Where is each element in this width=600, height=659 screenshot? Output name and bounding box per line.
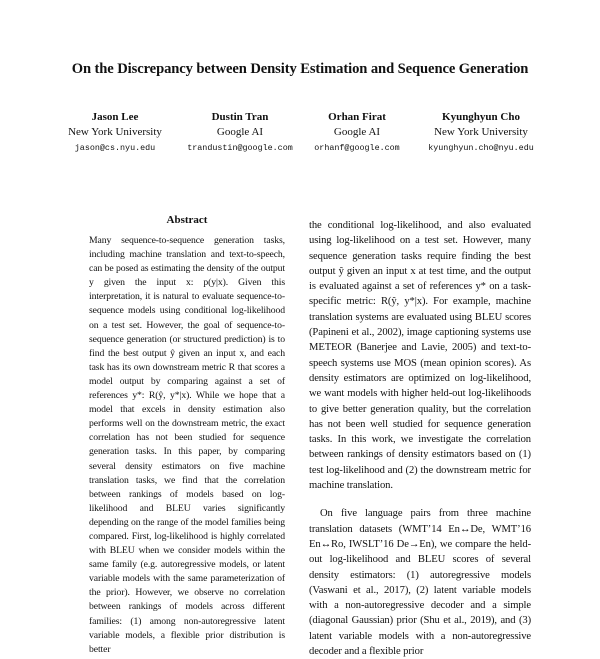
introduction-column <box>309 218 531 659</box>
paper-title: On the Discrepancy between Density Estimation and Sequence Generation <box>71 61 529 77</box>
intro-paragraph: On five language pairs from three machine translation datasets (WMT’14 En↔De, WMT’16 En↔Ro, IWSLT’16 De→En), we compare the held-out log-likelihood and BLEU scores of several density estimators: (1) autoregressive models (Vaswani et al., 2017), (2) latent variable models with a non-autoregressive decoder and a simple (diagonal Gaussian) prior (Shu et al., 2019), and (3) latent variable models with a non-autoregressive decoder and a flexible prior <box>309 508 531 658</box>
author-block <box>306 110 408 156</box>
author-block <box>60 110 170 156</box>
author-affiliation: New York University <box>68 126 162 138</box>
author-email: orhanf@google.com <box>314 143 400 153</box>
author-affiliation: Google AI <box>333 126 381 138</box>
author-affiliation: Google AI <box>216 126 264 138</box>
author-email: kyunghyun.cho@nyu.edu <box>428 143 534 153</box>
author-name: Orhan Firat <box>328 111 386 123</box>
author-block <box>414 110 548 156</box>
abstract-text: Many sequence-to-sequence generation tasks, including machine translation and text-to-speech, can be posed as estimating the density of the output y given the input x: p(y|x). Given this interpretation, it is natural to evaluate sequence-to-sequence models using conditional log-likelihood on a test set. However, the goal of sequence-to-sequence generation (or structured prediction) is to find the best output ŷ given an input x, and each task has its own downstream metric R that scores a model output by comparing against a set of references y*: R(ŷ, y*|x). While we hope that a model that excels in density estimation also performs well on the downstream metric, the exact correlation has not been studied for sequence generation tasks. In this paper, by comparing several density estimators on five machine translation tasks, we find that the correlation between rankings of models based on log-likelihood and BLEU varies significantly depending on the range of the model families being compared. First, log-likelihood is highly correlated with BLEU when we consider models within the same family (e.g. autoregressive models, or latent variable models with the same parameterization of the prior). However, we observe no correlation between rankings of models across different families: (1) among non-autoregressive latent variable models, a flexible prior distribution is better <box>89 235 285 655</box>
intro-paragraph: the conditional log-likelihood, and also evaluated using log-likelihood on a test set. However, many sequence generation tasks require finding the best output ŷ given an input x at test time, and the output is evaluated against a set of references y* on a task-specific metric: R(ŷ, y*|x). For example, machine translation systems are evaluated using BLEU scores (Papineni et al., 2002), image captioning systems use METEOR (Banerjee and Lavie, 2005) and text-to-speech systems use MOS (mean opinion scores). As density estimators are optimized on log-likelihood, we want models with higher held-out log-likelihoods to give better generation quality, but the correlation has not been well studied for sequence generation tasks. In this work, we investigate the correlation between rankings of density estimators based on (1) test log-likelihood and (2) the downstream metric for machine translation. <box>309 220 531 492</box>
author-affiliation: New York University <box>434 126 528 138</box>
author-name: Kyunghyun Cho <box>442 111 520 123</box>
author-email: trandustin@google.com <box>187 143 293 153</box>
author-name: Jason Lee <box>91 111 139 123</box>
author-block <box>176 110 304 156</box>
abstract-heading: Abstract <box>166 214 208 226</box>
author-name: Dustin Tran <box>211 111 269 123</box>
author-email: jason@cs.nyu.edu <box>74 143 156 153</box>
